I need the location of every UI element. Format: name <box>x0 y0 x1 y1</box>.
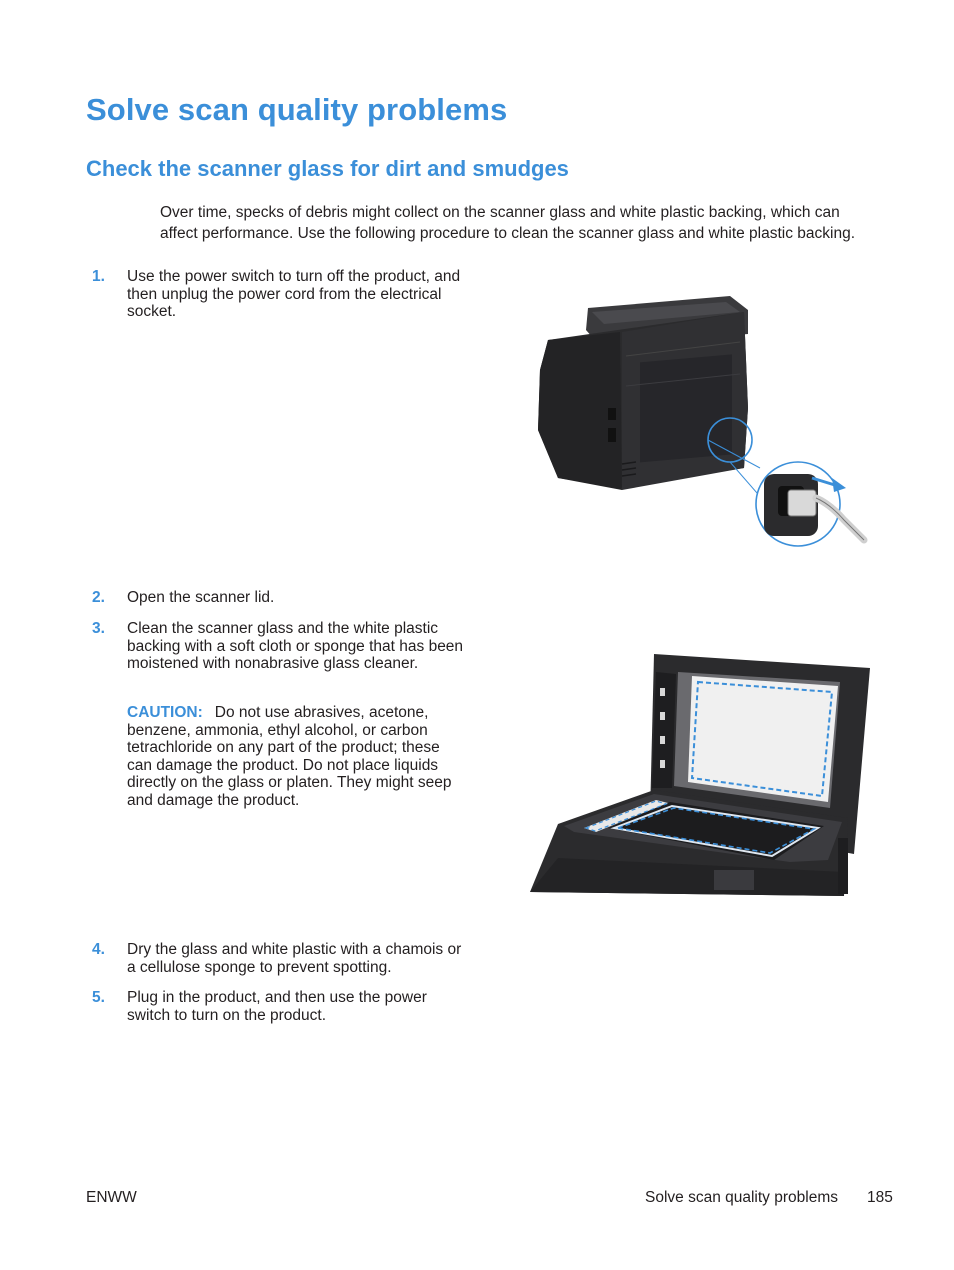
step-number: 4. <box>92 941 105 958</box>
footer-left: ENWW <box>86 1189 137 1206</box>
step-1 <box>86 268 466 321</box>
step-number: 2. <box>92 589 105 606</box>
step-text: Open the scanner lid. <box>127 589 275 606</box>
caution-note <box>127 704 467 810</box>
step-text: Dry the glass and white plastic with a chamois or a cellulose sponge to prevent spotting. <box>127 941 462 976</box>
step-number: 3. <box>92 620 105 637</box>
page-title: Solve scan quality problems <box>86 92 508 127</box>
step-text: Use the power switch to turn off the product, and then unplug the power cord from the electrical socket. <box>127 268 461 321</box>
step-5 <box>86 989 466 1024</box>
caution-text: Do not use abrasives, acetone, benzene, ammonia, ethyl alcohol, or carbon tetrachloride on any part of the product; these can damage the product. Do not place liquids directly on the glass or platen. They might seep and damage the product. <box>127 704 452 809</box>
caution-label: CAUTION: <box>127 704 203 721</box>
footer-section: Solve scan quality problems <box>645 1189 838 1206</box>
step-text: Plug in the product, and then use the power switch to turn on the product. <box>127 989 427 1024</box>
page-number: 185 <box>867 1189 893 1206</box>
step-text: Clean the scanner glass and the white plastic backing with a soft cloth or sponge that has been moistened with nonabrasive glass cleaner. <box>127 620 464 673</box>
step-number: 1. <box>92 268 105 285</box>
step-number: 5. <box>92 989 105 1006</box>
step-4 <box>86 941 466 976</box>
printer-power-cord-illustration <box>530 290 870 550</box>
step-3 <box>86 620 466 673</box>
scanner-glass-illustration <box>528 648 878 900</box>
intro-paragraph: Over time, specks of debris might collect on the scanner glass and white plastic backing, which can affect performance. Use the following procedure to clean the scanner glass and white plastic backing. <box>160 204 856 242</box>
section-title: Check the scanner glass for dirt and smudges <box>86 156 569 181</box>
step-2 <box>86 589 466 607</box>
